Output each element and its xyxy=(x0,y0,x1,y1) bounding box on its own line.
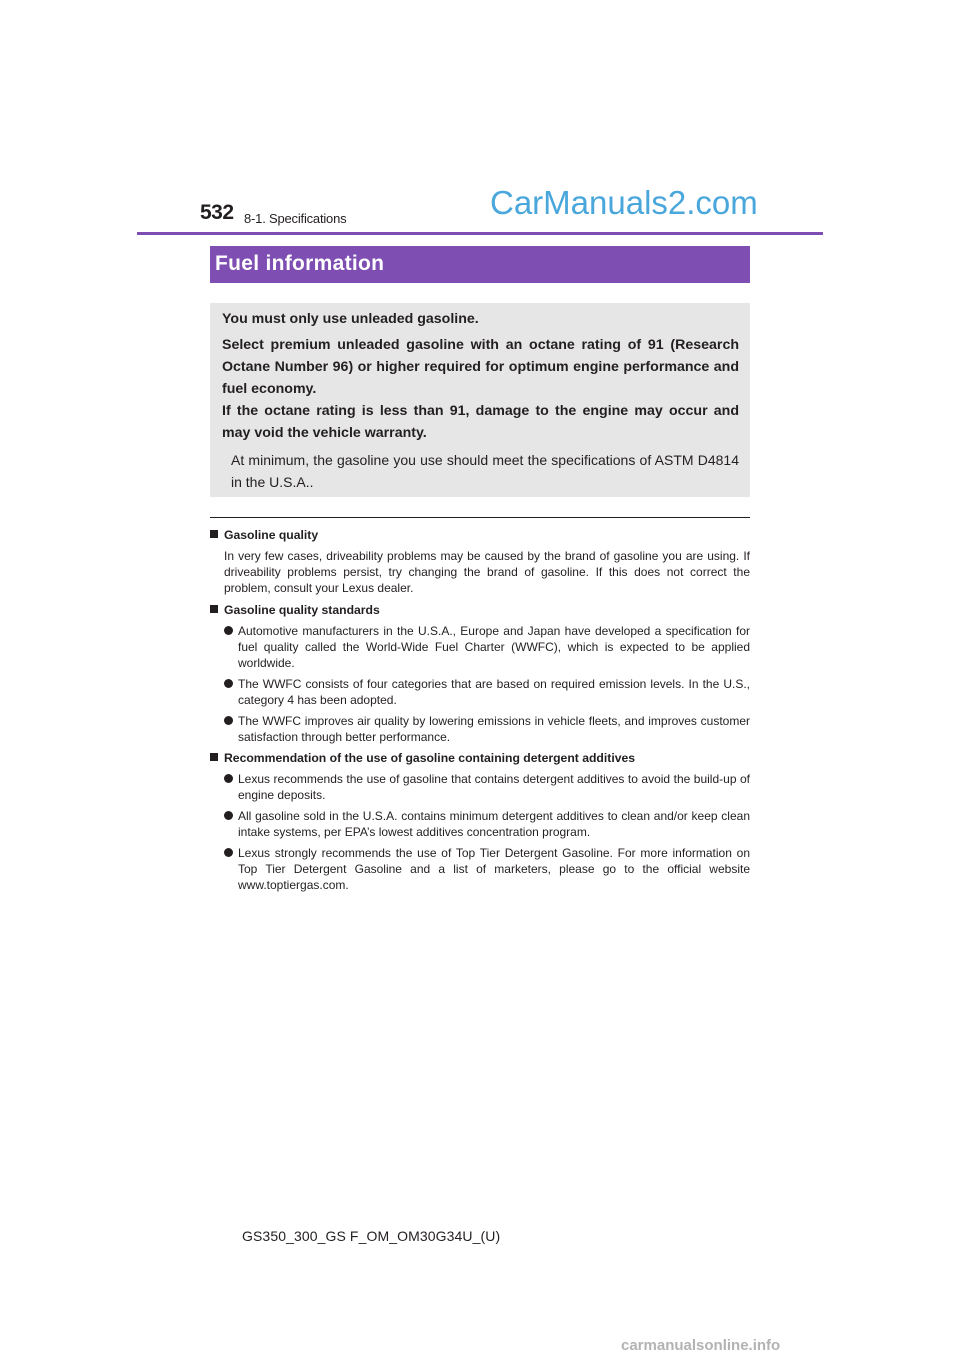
title-bar xyxy=(210,246,750,283)
circle-bullet-icon xyxy=(224,679,233,688)
notice-astm: At minimum, the gasoline you use should meet the specifications of ASTM D4814 in the U.S.A.. xyxy=(231,452,739,490)
list-item xyxy=(224,845,750,893)
list-item-text: Lexus strongly recommends the use of Top Tier Detergent Gasoline. For more information on Top Tier Detergent Gasoline and a list of marketers, please go to the official website www.toptiergas.com. xyxy=(238,846,750,892)
content xyxy=(210,527,750,898)
list-item-text: The WWFC consists of four categories that are based on required emission levels. In the U.S., category 4 has been adopted. xyxy=(238,677,750,707)
list-item-text: All gasoline sold in the U.S.A. contains minimum detergent additives to clean and/or keep clean intake systems, per EPA’s lowest additives concentration program. xyxy=(238,809,750,839)
list-item xyxy=(224,713,750,745)
notice-box xyxy=(210,303,750,497)
notice-unleaded: You must only use unleaded gasoline. xyxy=(222,311,479,327)
list-item xyxy=(224,676,750,708)
square-bullet-icon xyxy=(210,605,218,613)
mid-rule xyxy=(210,517,750,518)
list-item xyxy=(224,623,750,671)
page-number: 532 xyxy=(200,201,234,224)
section-heading xyxy=(210,527,750,543)
paragraph: In very few cases, driveability problems may be caused by the brand of gasoline you are using. If driveability problems persist, try changing the brand of gasoline. If this does not correct the problem, consult your Lexus dealer. xyxy=(224,549,750,595)
notice-octane: Select premium unleaded gasoline with an octane rating of 91 (Research Octane Number 96) or higher required for optimum engine performance and fuel economy. xyxy=(222,337,739,397)
circle-bullet-icon xyxy=(224,716,233,725)
list-item xyxy=(224,808,750,840)
watermark-bottom: carmanualsonline.info xyxy=(621,1337,781,1354)
heading-text: Recommendation of the use of gasoline containing detergent additives xyxy=(224,751,636,765)
watermark-top: CarManuals2.com xyxy=(490,184,758,221)
list-item-text: Automotive manufacturers in the U.S.A., Europe and Japan have developed a specification for fuel quality called the World-Wide Fuel Charter (WWFC), which is expected to be applied worldwide. xyxy=(238,624,750,670)
page-title: Fuel information xyxy=(215,252,385,275)
heading-text: Gasoline quality xyxy=(224,528,319,542)
list-item xyxy=(224,771,750,803)
circle-bullet-icon xyxy=(224,848,233,857)
section-heading xyxy=(210,602,750,618)
list-item-text: Lexus recommends the use of gasoline that contains detergent additives to avoid the build-up of engine deposits. xyxy=(238,772,750,802)
circle-bullet-icon xyxy=(224,626,233,635)
circle-bullet-icon xyxy=(224,774,233,783)
section-label: 8-1. Specifications xyxy=(244,211,347,226)
heading-text: Gasoline quality standards xyxy=(224,603,380,617)
square-bullet-icon xyxy=(210,530,218,538)
circle-bullet-icon xyxy=(224,811,233,820)
notice-warning: If the octane rating is less than 91, damage to the engine may occur and may void the vehicle warranty. xyxy=(222,403,739,441)
footer-code: GS350_300_GS F_OM_OM30G34U_(U) xyxy=(242,1228,501,1244)
section-heading xyxy=(210,750,750,766)
square-bullet-icon xyxy=(210,753,218,761)
list-item-text: The WWFC improves air quality by lowering emissions in vehicle fleets, and improves customer satisfaction through better performance. xyxy=(238,714,750,744)
header-rule xyxy=(137,232,823,235)
